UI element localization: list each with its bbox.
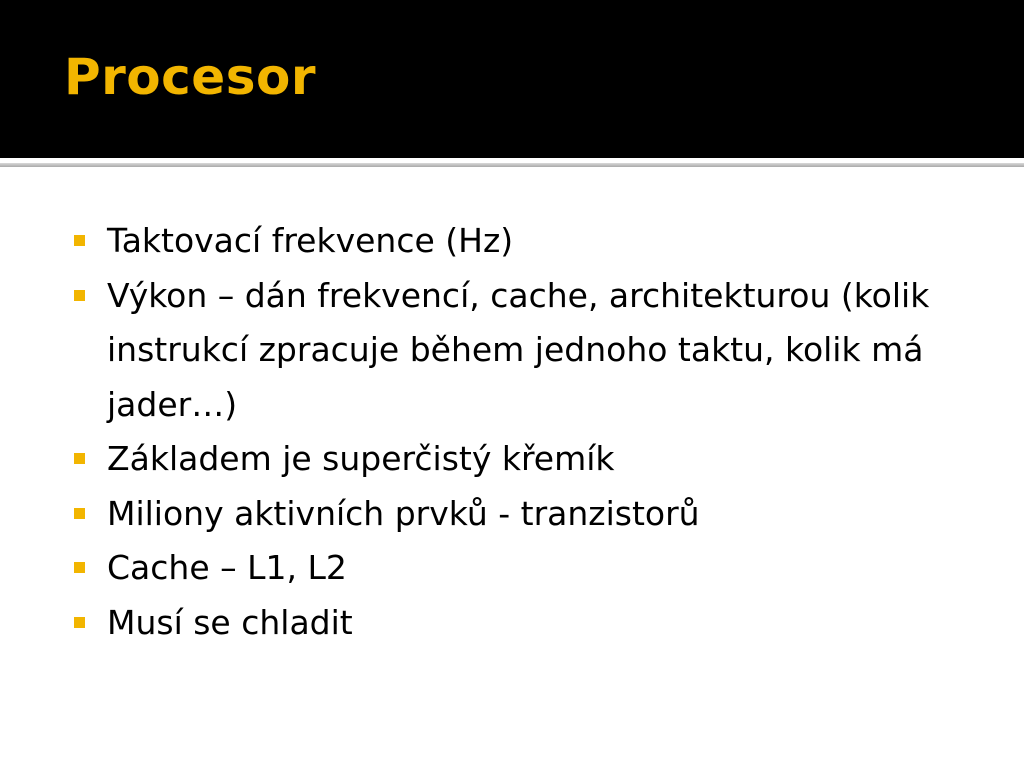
square-bullet-icon	[74, 453, 85, 464]
slide-title: Procesor	[64, 48, 316, 106]
square-bullet-icon	[74, 235, 85, 246]
bullet-item	[72, 487, 972, 542]
square-bullet-icon	[74, 617, 85, 628]
bullet-text: Taktovací frekvence (Hz)	[107, 221, 514, 260]
title-separator-line	[0, 163, 1024, 167]
square-bullet-icon	[74, 562, 85, 573]
bullet-item	[72, 269, 972, 433]
bullet-text: Miliony aktivních prvků - tranzistorů	[107, 493, 700, 533]
bullet-text: Výkon – dán frekvencí, cache, architekturou (kolik instrukcí zpracuje během jednoho taktu, kolik má jader…)	[107, 275, 930, 424]
bullet-text: Základem je superčistý křemík	[107, 439, 615, 478]
bullet-text: Musí se chladit	[107, 602, 353, 642]
bullet-list	[72, 214, 972, 650]
title-band	[0, 0, 1024, 158]
square-bullet-icon	[74, 508, 85, 519]
bullet-item	[72, 596, 972, 651]
bullet-text: Cache – L1, L2	[107, 548, 347, 587]
bullet-item	[72, 541, 972, 596]
square-bullet-icon	[74, 290, 85, 301]
bullet-item	[72, 432, 972, 487]
bullet-item	[72, 214, 972, 269]
